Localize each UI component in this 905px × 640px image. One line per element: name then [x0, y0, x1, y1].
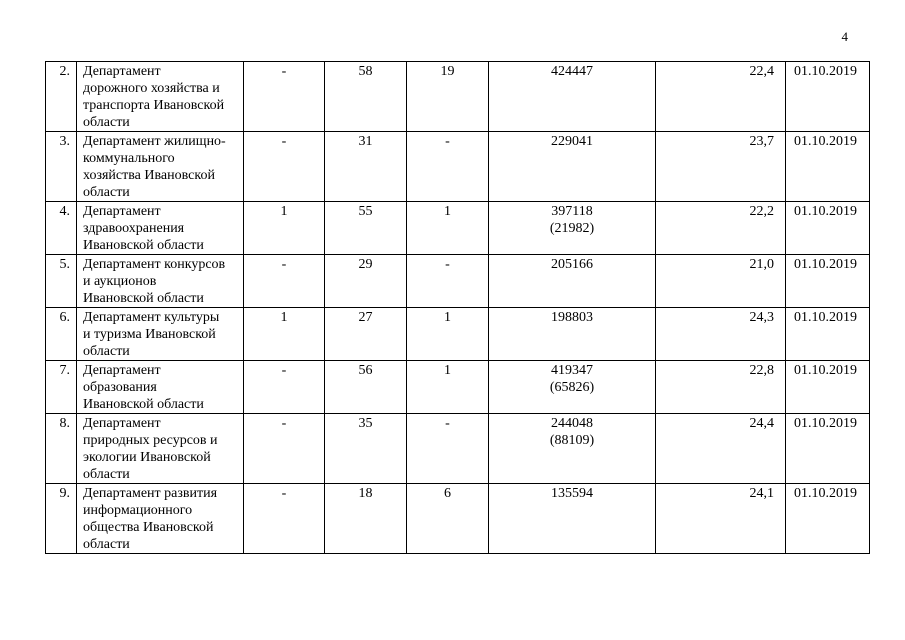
row-number-cell: 9.: [46, 484, 77, 554]
date-cell: 01.10.2019: [786, 132, 870, 202]
column-5-cell: 23,7: [656, 132, 786, 202]
date-cell: 01.10.2019: [786, 361, 870, 414]
department-name-cell: [77, 132, 244, 202]
department-name-cell: [77, 62, 244, 132]
amount-cell: [489, 361, 656, 414]
department-name-cell: [77, 414, 244, 484]
row-number-cell: 7.: [46, 361, 77, 414]
amount-cell: [489, 414, 656, 484]
column-5-cell: 24,1: [656, 484, 786, 554]
column-3-cell: 6: [407, 484, 489, 554]
date-cell: 01.10.2019: [786, 414, 870, 484]
table-row: [46, 484, 870, 554]
column-3-cell: 1: [407, 202, 489, 255]
column-3-cell: -: [407, 255, 489, 308]
department-name-line: Департамент жилищно-: [83, 134, 226, 149]
amount-line: (65826): [549, 380, 595, 395]
amount-cell: [489, 308, 656, 361]
department-name-line: области: [83, 537, 130, 552]
column-1-cell: -: [244, 484, 325, 554]
row-number-cell: 4.: [46, 202, 77, 255]
department-name-line: Департамент развития: [83, 486, 218, 501]
column-3-cell: -: [407, 414, 489, 484]
page-number: 4: [841, 29, 848, 44]
column-3-cell: -: [407, 132, 489, 202]
department-name-line: транспорта Ивановской: [83, 98, 225, 113]
department-name-line: природных ресурсов и: [83, 433, 218, 448]
column-1-cell: -: [244, 361, 325, 414]
row-number-cell: 5.: [46, 255, 77, 308]
column-1-cell: 1: [244, 202, 325, 255]
row-number-cell: 2.: [46, 62, 77, 132]
amount-cell: [489, 255, 656, 308]
department-name-line: коммунального: [83, 151, 175, 166]
department-name-line: и аукционов: [83, 274, 157, 289]
department-name-cell: [77, 255, 244, 308]
amount-line: 244048: [551, 416, 593, 431]
department-name-line: дорожного хозяйства и: [83, 81, 220, 96]
column-1-cell: -: [244, 255, 325, 308]
department-name-line: Департамент: [83, 363, 161, 378]
amount-line: 205166: [551, 257, 593, 272]
column-2-cell: 31: [325, 132, 407, 202]
date-cell: 01.10.2019: [786, 255, 870, 308]
column-1-cell: -: [244, 62, 325, 132]
column-5-cell: 22,2: [656, 202, 786, 255]
date-cell: 01.10.2019: [786, 62, 870, 132]
column-3-cell: 1: [407, 361, 489, 414]
department-name-line: области: [83, 344, 130, 359]
amount-cell: [489, 202, 656, 255]
department-name-line: Департамент культуры: [83, 310, 220, 325]
table-row: [46, 132, 870, 202]
column-3-cell: 19: [407, 62, 489, 132]
amount-line: (21982): [549, 221, 595, 236]
department-name-line: Ивановской области: [83, 291, 204, 306]
column-5-cell: 22,4: [656, 62, 786, 132]
column-5-cell: 22,8: [656, 361, 786, 414]
column-2-cell: 56: [325, 361, 407, 414]
column-1-cell: -: [244, 132, 325, 202]
department-name-line: и туризма Ивановской: [83, 327, 216, 342]
department-name-line: образования: [83, 380, 157, 395]
amount-cell: [489, 132, 656, 202]
amount-line: 229041: [551, 134, 593, 149]
amount-line: 198803: [551, 310, 593, 325]
amount-cell: [489, 62, 656, 132]
data-table: [45, 61, 870, 554]
department-name-line: информационного: [83, 503, 193, 518]
department-name-line: Департамент: [83, 416, 161, 431]
department-name-cell: [77, 202, 244, 255]
department-name-line: области: [83, 467, 130, 482]
column-2-cell: 29: [325, 255, 407, 308]
table-row: [46, 255, 870, 308]
department-name-cell: [77, 308, 244, 361]
column-5-cell: 21,0: [656, 255, 786, 308]
amount-line: 135594: [551, 486, 593, 501]
amount-cell: [489, 484, 656, 554]
department-name-line: Ивановской области: [83, 238, 204, 253]
table-row: [46, 62, 870, 132]
table-row: [46, 414, 870, 484]
department-name-line: общества Ивановской: [83, 520, 214, 535]
department-name-line: экологии Ивановской: [83, 450, 211, 465]
column-2-cell: 18: [325, 484, 407, 554]
table-row: [46, 308, 870, 361]
row-number-cell: 6.: [46, 308, 77, 361]
amount-line: 419347: [551, 363, 593, 378]
column-2-cell: 55: [325, 202, 407, 255]
column-5-cell: 24,4: [656, 414, 786, 484]
department-name-line: области: [83, 185, 130, 200]
department-name-line: Ивановской области: [83, 397, 204, 412]
table-row: [46, 361, 870, 414]
department-name-line: Департамент: [83, 64, 161, 79]
amount-line: (88109): [549, 433, 595, 448]
row-number-cell: 8.: [46, 414, 77, 484]
department-name-line: Департамент: [83, 204, 161, 219]
department-name-line: здравоохранения: [83, 221, 185, 236]
table-row: [46, 202, 870, 255]
date-cell: 01.10.2019: [786, 308, 870, 361]
column-5-cell: 24,3: [656, 308, 786, 361]
row-number-cell: 3.: [46, 132, 77, 202]
column-1-cell: -: [244, 414, 325, 484]
amount-line: 424447: [551, 64, 593, 79]
department-name-line: Департамент конкурсов: [83, 257, 226, 272]
department-name-line: области: [83, 115, 130, 130]
department-name-cell: [77, 361, 244, 414]
table-body: [46, 62, 870, 554]
column-2-cell: 35: [325, 414, 407, 484]
date-cell: 01.10.2019: [786, 484, 870, 554]
column-3-cell: 1: [407, 308, 489, 361]
department-name-cell: [77, 484, 244, 554]
column-1-cell: 1: [244, 308, 325, 361]
date-cell: 01.10.2019: [786, 202, 870, 255]
amount-line: 397118: [551, 204, 593, 219]
column-2-cell: 27: [325, 308, 407, 361]
column-2-cell: 58: [325, 62, 407, 132]
department-name-line: хозяйства Ивановской: [83, 168, 215, 183]
